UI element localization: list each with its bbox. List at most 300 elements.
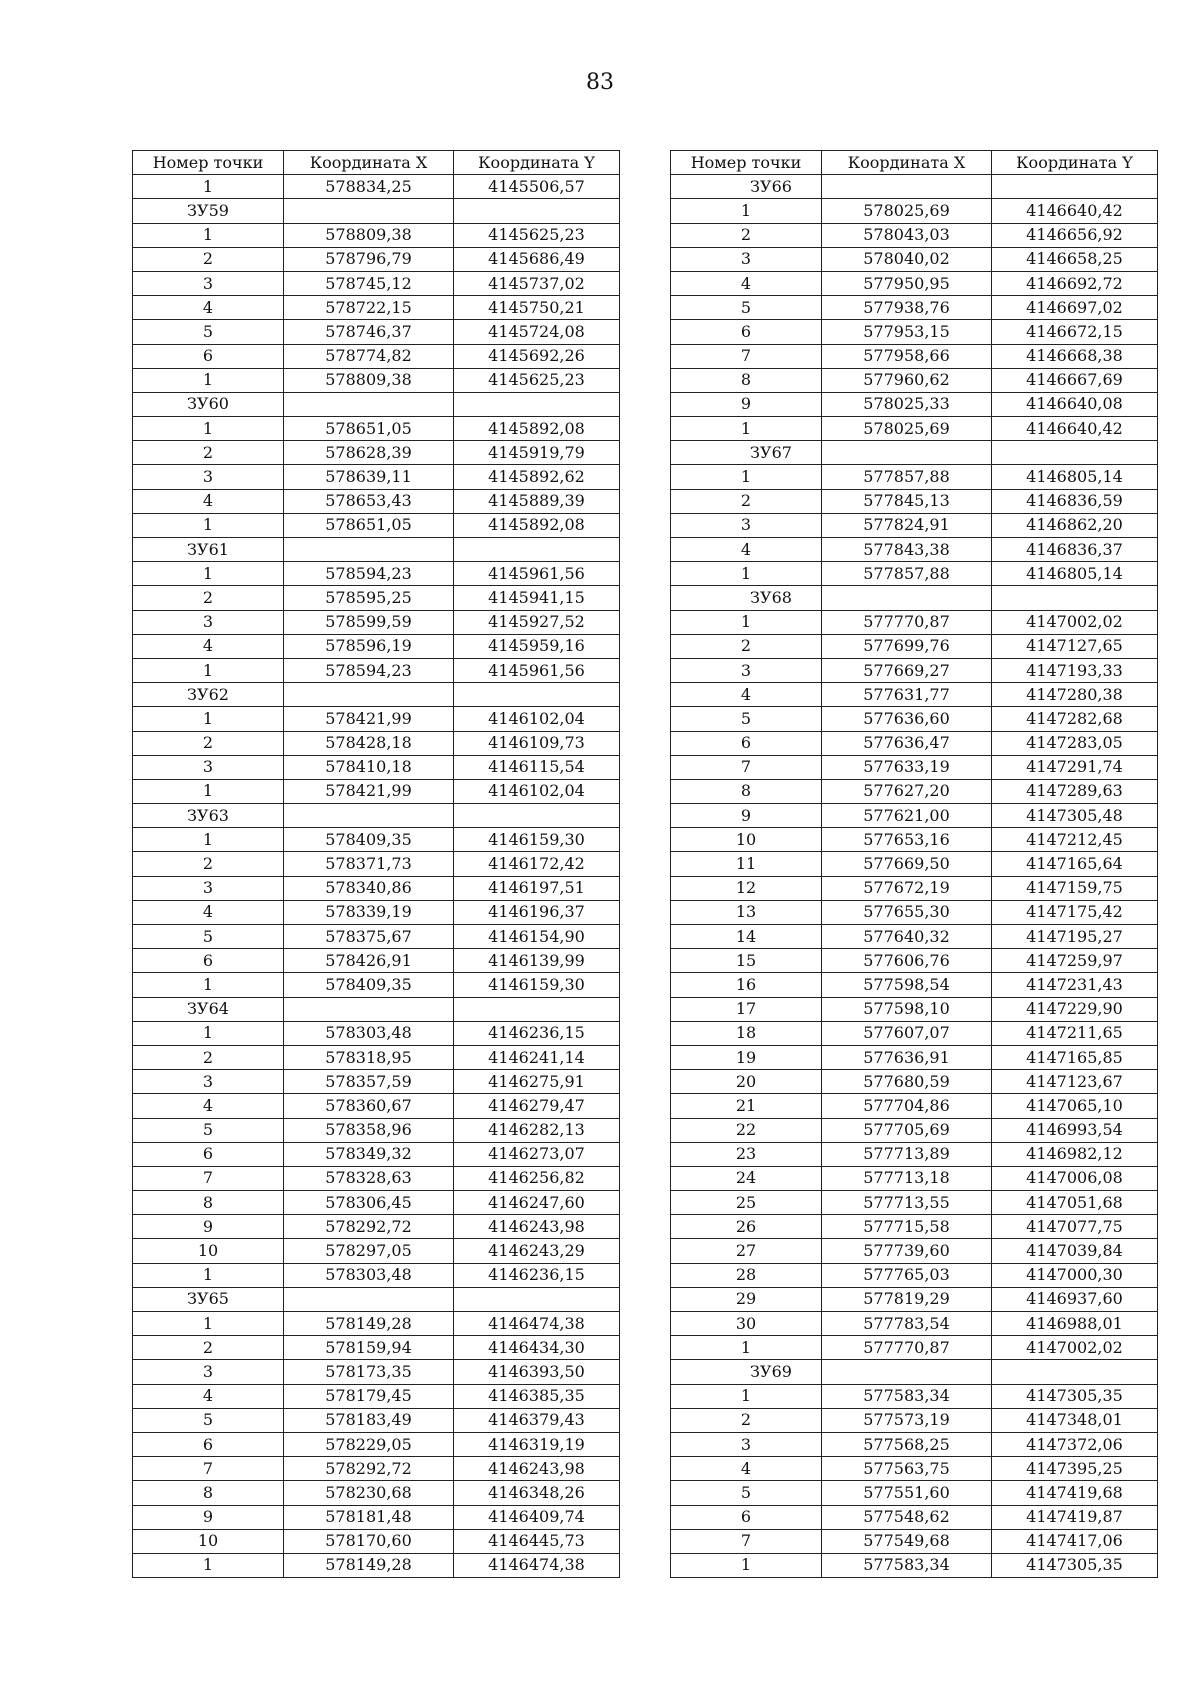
coordinate-y-cell: 4145750,21 [454,296,620,320]
coordinate-x-cell: 578628,39 [284,441,454,465]
table-row [133,973,620,997]
point-number-cell: 2 [133,441,284,465]
coordinate-x-cell: 578306,45 [284,1191,454,1215]
table-row [133,707,620,731]
coordinate-x-cell: 577598,10 [822,997,992,1021]
coordinate-y-cell: 4146159,30 [454,973,620,997]
coordinate-x-cell: 578594,23 [284,658,454,682]
point-number-cell: 2 [133,247,284,271]
table-row [671,1045,1158,1069]
coordinate-x-cell: 577819,29 [822,1287,992,1311]
coordinate-x-cell: 577636,91 [822,1045,992,1069]
table-row [133,852,620,876]
coordinate-x-cell: 577631,77 [822,683,992,707]
table-row [671,1166,1158,1190]
coordinate-x-cell: 578025,69 [822,199,992,223]
point-number-cell: 2 [133,586,284,610]
coordinate-x-cell: 578595,25 [284,586,454,610]
table-row [133,949,620,973]
table-row [133,296,620,320]
table-row [671,344,1158,368]
coordinate-y-cell: 4145889,39 [454,489,620,513]
coordinate-x-cell: 577824,91 [822,513,992,537]
table-row [671,610,1158,634]
coordinate-y-cell: 4146247,60 [454,1191,620,1215]
coordinate-y-cell: 4146256,82 [454,1166,620,1190]
coordinate-y-cell: 4145506,57 [454,175,620,199]
table-row [133,1070,620,1094]
coordinate-y-cell: 4146139,99 [454,949,620,973]
table-header-row [671,151,1158,175]
table-row [133,1336,620,1360]
coordinate-y-cell: 4146993,54 [992,1118,1158,1142]
point-number-cell: 1 [671,199,822,223]
coordinate-x-cell: 577636,60 [822,707,992,731]
table-row [133,320,620,344]
table-row [133,1118,620,1142]
table-row [133,634,620,658]
point-number-cell: 1 [133,175,284,199]
table-row [671,973,1158,997]
point-number-cell: 15 [671,949,822,973]
table-row [671,586,1158,610]
zone-label-cell: ЗУ62 [133,683,284,707]
coordinate-y-cell: 4146409,74 [454,1505,620,1529]
table-row [671,465,1158,489]
coordinate-y-cell: 4146172,42 [454,852,620,876]
coordinate-y-cell: 4147051,68 [992,1191,1158,1215]
coordinate-x-cell: 577633,19 [822,755,992,779]
point-number-cell: 1 [133,1021,284,1045]
coordinate-x-cell: 578421,99 [284,707,454,731]
coordinate-x-cell: 577606,76 [822,949,992,973]
table-row [671,223,1158,247]
table-row [671,175,1158,199]
table-row [133,925,620,949]
coordinate-x-cell: 577598,54 [822,973,992,997]
coordinate-x-cell: 578297,05 [284,1239,454,1263]
point-number-cell: 7 [133,1457,284,1481]
point-number-cell: 1 [133,513,284,537]
coordinate-y-cell: 4145892,08 [454,513,620,537]
table-row [671,1118,1158,1142]
table-row [133,1505,620,1529]
point-number-cell: 6 [671,320,822,344]
coordinate-y-cell: 4146115,54 [454,755,620,779]
point-number-cell: 25 [671,1191,822,1215]
coordinate-y-cell: 4146805,14 [992,562,1158,586]
coordinate-y-cell: 4146243,98 [454,1215,620,1239]
coordinate-x-cell: 578599,59 [284,610,454,634]
table-row [671,1287,1158,1311]
coordinate-y-cell: 4146393,50 [454,1360,620,1384]
table-row [133,876,620,900]
point-number-cell: 4 [133,489,284,513]
table-body [133,175,620,1578]
table-row [133,1239,620,1263]
point-number-cell: 1 [133,1553,284,1577]
table-row [133,1142,620,1166]
table-row [671,199,1158,223]
table-row [671,1408,1158,1432]
coordinate-x-cell: 578653,43 [284,489,454,513]
coordinate-x-cell: 578149,28 [284,1553,454,1577]
table-row [133,1360,620,1384]
table-row [133,538,620,562]
table-row [133,1215,620,1239]
table-row [671,707,1158,731]
coordinate-x-cell: 577770,87 [822,1336,992,1360]
coordinate-x-cell: 577669,27 [822,658,992,682]
point-number-cell: 7 [671,1529,822,1553]
coordinate-x-cell: 577958,66 [822,344,992,368]
table-row [671,1094,1158,1118]
table-row [671,1142,1158,1166]
coordinate-x-cell: 577715,58 [822,1215,992,1239]
point-number-cell: 1 [133,1263,284,1287]
table-row [133,755,620,779]
coordinate-x-cell: 577653,16 [822,828,992,852]
zone-label-cell: ЗУ64 [133,997,284,1021]
point-number-cell: 5 [671,707,822,731]
point-number-cell: 4 [671,1457,822,1481]
coordinate-x-cell [284,199,454,223]
coordinate-x-cell: 578796,79 [284,247,454,271]
coordinate-x-cell: 577551,60 [822,1481,992,1505]
coordinate-y-cell [992,586,1158,610]
coordinate-x-cell: 577705,69 [822,1118,992,1142]
table-row [671,1481,1158,1505]
point-number-cell: 9 [671,804,822,828]
point-number-cell: 6 [671,731,822,755]
table-row [671,392,1158,416]
coordinate-y-cell: 4146697,02 [992,296,1158,320]
coordinate-x-cell: 577704,86 [822,1094,992,1118]
table-row [671,513,1158,537]
point-number-cell: 22 [671,1118,822,1142]
table-row [671,1263,1158,1287]
coordinate-y-cell: 4146319,19 [454,1432,620,1456]
point-number-cell: 3 [133,876,284,900]
coordinate-y-cell: 4147282,68 [992,707,1158,731]
point-number-cell: 2 [133,852,284,876]
coordinate-x-cell: 577960,62 [822,368,992,392]
coordinate-y-cell: 4146197,51 [454,876,620,900]
coordinate-x-cell: 577765,03 [822,1263,992,1287]
table-row [671,1457,1158,1481]
coordinate-x-cell: 578159,94 [284,1336,454,1360]
coordinate-x-cell: 577950,95 [822,271,992,295]
table-row [133,1553,620,1577]
coordinate-x-cell: 578722,15 [284,296,454,320]
coordinate-y-cell: 4145692,26 [454,344,620,368]
point-number-cell: 3 [133,271,284,295]
coordinate-y-cell: 4146692,72 [992,271,1158,295]
coordinate-x-cell [822,586,992,610]
coordinate-x-cell: 578170,60 [284,1529,454,1553]
table-row [671,804,1158,828]
point-number-cell: 4 [133,296,284,320]
point-number-cell: 1 [133,368,284,392]
coordinate-y-cell: 4146667,69 [992,368,1158,392]
coordinate-y-cell: 4145941,15 [454,586,620,610]
coordinate-x-cell: 578025,69 [822,417,992,441]
coordinate-y-cell: 4147211,65 [992,1021,1158,1045]
point-number-cell: 9 [671,392,822,416]
coordinate-y-cell: 4147002,02 [992,1336,1158,1360]
table-row [133,1094,620,1118]
coordinate-y-cell: 4147002,02 [992,610,1158,634]
table-row [133,683,620,707]
coordinate-y-cell: 4146668,38 [992,344,1158,368]
point-number-cell: 6 [133,1432,284,1456]
coordinate-x-cell: 577640,32 [822,925,992,949]
coordinate-y-cell: 4146640,42 [992,199,1158,223]
point-number-cell: 5 [133,320,284,344]
coordinate-x-cell: 577843,38 [822,538,992,562]
coordinate-y-cell: 4145625,23 [454,223,620,247]
coordinate-y-cell: 4147231,43 [992,973,1158,997]
zone-label-cell: ЗУ67 [671,441,822,465]
coordinate-x-cell: 578179,45 [284,1384,454,1408]
coordinates-table-right [670,150,1158,1578]
header-point-number: Номер точки [671,151,822,175]
point-number-cell: 5 [133,925,284,949]
point-number-cell: 4 [133,634,284,658]
point-number-cell: 3 [671,247,822,271]
point-number-cell: 9 [133,1215,284,1239]
table-row [671,1239,1158,1263]
point-number-cell: 3 [671,1432,822,1456]
coordinate-y-cell: 4147065,10 [992,1094,1158,1118]
coordinate-y-cell: 4147372,06 [992,1432,1158,1456]
coordinate-y-cell: 4146640,08 [992,392,1158,416]
coordinate-y-cell: 4147039,84 [992,1239,1158,1263]
coordinate-y-cell: 4146982,12 [992,1142,1158,1166]
coordinate-x-cell: 577607,07 [822,1021,992,1045]
table-row [133,1312,620,1336]
coordinate-x-cell: 578409,35 [284,828,454,852]
coordinate-x-cell: 578303,48 [284,1021,454,1045]
point-number-cell: 1 [133,828,284,852]
table-row [671,562,1158,586]
coordinate-x-cell: 577621,00 [822,804,992,828]
coordinate-y-cell: 4146275,91 [454,1070,620,1094]
coordinate-x-cell: 577672,19 [822,876,992,900]
coordinate-y-cell: 4147165,64 [992,852,1158,876]
coordinate-y-cell [454,683,620,707]
coordinate-y-cell: 4145919,79 [454,441,620,465]
coordinate-y-cell [454,392,620,416]
coordinate-y-cell [454,1287,620,1311]
coordinate-x-cell: 578357,59 [284,1070,454,1094]
point-number-cell: 6 [133,949,284,973]
coordinate-x-cell: 577739,60 [822,1239,992,1263]
point-number-cell: 4 [671,683,822,707]
coordinate-y-cell [454,538,620,562]
table-row [671,779,1158,803]
coordinate-x-cell [284,538,454,562]
point-number-cell: 2 [671,489,822,513]
point-number-cell: 6 [133,1142,284,1166]
point-number-cell: 1 [671,1336,822,1360]
coordinate-y-cell: 4146236,15 [454,1021,620,1045]
point-number-cell: 1 [133,223,284,247]
point-number-cell: 18 [671,1021,822,1045]
point-number-cell: 1 [671,1553,822,1577]
point-number-cell: 12 [671,876,822,900]
table-row [671,1432,1158,1456]
point-number-cell: 30 [671,1312,822,1336]
coordinate-x-cell [284,392,454,416]
coordinate-x-cell: 578651,05 [284,417,454,441]
coordinate-y-cell: 4145959,16 [454,634,620,658]
coordinate-y-cell: 4146159,30 [454,828,620,852]
coordinate-x-cell: 578596,19 [284,634,454,658]
coordinate-y-cell [454,199,620,223]
table-row [133,465,620,489]
coordinates-table-left [132,150,620,1578]
coordinate-x-cell: 577713,55 [822,1191,992,1215]
table-row [671,271,1158,295]
coordinate-x-cell: 578349,32 [284,1142,454,1166]
coordinate-y-cell: 4147305,35 [992,1553,1158,1577]
coordinate-x-cell: 577669,50 [822,852,992,876]
coordinate-x-cell: 577699,76 [822,634,992,658]
zone-label-cell: ЗУ69 [671,1360,822,1384]
coordinate-x-cell: 577627,20 [822,779,992,803]
table-row [671,417,1158,441]
coordinate-y-cell [992,175,1158,199]
point-number-cell: 10 [133,1529,284,1553]
coordinate-y-cell: 4146656,92 [992,223,1158,247]
table-row [671,296,1158,320]
table-row [133,1481,620,1505]
coordinate-x-cell: 578292,72 [284,1215,454,1239]
point-number-cell: 11 [671,852,822,876]
table-row [671,1505,1158,1529]
point-number-cell: 24 [671,1166,822,1190]
coordinate-x-cell: 577563,75 [822,1457,992,1481]
table-row [133,1529,620,1553]
table-row [671,489,1158,513]
point-number-cell: 1 [671,465,822,489]
point-number-cell: 3 [133,755,284,779]
table-row [671,1553,1158,1577]
table-row [671,683,1158,707]
coordinate-y-cell [992,441,1158,465]
point-number-cell: 4 [133,900,284,924]
coordinate-x-cell [822,441,992,465]
point-number-cell: 8 [133,1191,284,1215]
table-row [133,1432,620,1456]
point-number-cell: 2 [671,223,822,247]
table-row [671,658,1158,682]
coordinate-y-cell: 4147006,08 [992,1166,1158,1190]
point-number-cell: 3 [133,1360,284,1384]
page-number: 83 [586,70,614,95]
table-row [671,634,1158,658]
coordinate-y-cell: 4146385,35 [454,1384,620,1408]
coordinate-y-cell: 4146109,73 [454,731,620,755]
coordinate-x-cell: 578594,23 [284,562,454,586]
table-row [133,199,620,223]
point-number-cell: 1 [133,973,284,997]
coordinate-y-cell: 4147077,75 [992,1215,1158,1239]
coordinate-x-cell: 577549,68 [822,1529,992,1553]
coordinate-x-cell: 577770,87 [822,610,992,634]
coordinate-y-cell: 4147159,75 [992,876,1158,900]
coordinate-y-cell: 4146154,90 [454,925,620,949]
coordinate-y-cell: 4146937,60 [992,1287,1158,1311]
coordinate-x-cell [284,1287,454,1311]
point-number-cell: 6 [133,344,284,368]
coordinate-y-cell: 4147123,67 [992,1070,1158,1094]
coordinate-y-cell: 4146348,26 [454,1481,620,1505]
point-number-cell: 1 [671,417,822,441]
coordinate-x-cell: 578339,19 [284,900,454,924]
coordinate-x-cell: 577938,76 [822,296,992,320]
table-row [671,852,1158,876]
point-number-cell: 2 [133,1045,284,1069]
table-row [671,368,1158,392]
coordinate-y-cell: 4147305,48 [992,804,1158,828]
coordinate-x-cell [284,997,454,1021]
coordinate-x-cell: 578025,33 [822,392,992,416]
point-number-cell: 2 [671,1408,822,1432]
coordinate-y-cell: 4145892,08 [454,417,620,441]
point-number-cell: 17 [671,997,822,1021]
point-number-cell: 23 [671,1142,822,1166]
coordinate-y-cell: 4146434,30 [454,1336,620,1360]
point-number-cell: 5 [671,296,822,320]
table-row [671,441,1158,465]
zone-label-cell: ЗУ60 [133,392,284,416]
table-row [671,997,1158,1021]
table-row [133,804,620,828]
coordinate-x-cell: 578774,82 [284,344,454,368]
coordinate-y-cell: 4147283,05 [992,731,1158,755]
table-row [671,320,1158,344]
coordinate-x-cell: 578318,95 [284,1045,454,1069]
zone-label-cell: ЗУ59 [133,199,284,223]
table-row [133,997,620,1021]
coordinate-y-cell: 4146988,01 [992,1312,1158,1336]
coordinate-y-cell: 4145737,02 [454,271,620,295]
coordinate-x-cell: 577548,62 [822,1505,992,1529]
table-row [671,900,1158,924]
coordinate-y-cell: 4147419,68 [992,1481,1158,1505]
coordinate-x-cell: 577583,34 [822,1553,992,1577]
point-number-cell: 1 [133,417,284,441]
point-number-cell: 20 [671,1070,822,1094]
point-number-cell: 2 [671,634,822,658]
table-row [133,900,620,924]
point-number-cell: 7 [671,344,822,368]
point-number-cell: 3 [671,513,822,537]
zone-label-cell: ЗУ65 [133,1287,284,1311]
table-row [133,417,620,441]
table-row [671,1191,1158,1215]
point-number-cell: 3 [133,1070,284,1094]
coordinate-x-cell: 578428,18 [284,731,454,755]
coordinate-x-cell: 577953,15 [822,320,992,344]
point-number-cell: 9 [133,1505,284,1529]
point-number-cell: 8 [671,368,822,392]
coordinate-x-cell: 578409,35 [284,973,454,997]
point-number-cell: 28 [671,1263,822,1287]
coordinate-y-cell: 4146196,37 [454,900,620,924]
